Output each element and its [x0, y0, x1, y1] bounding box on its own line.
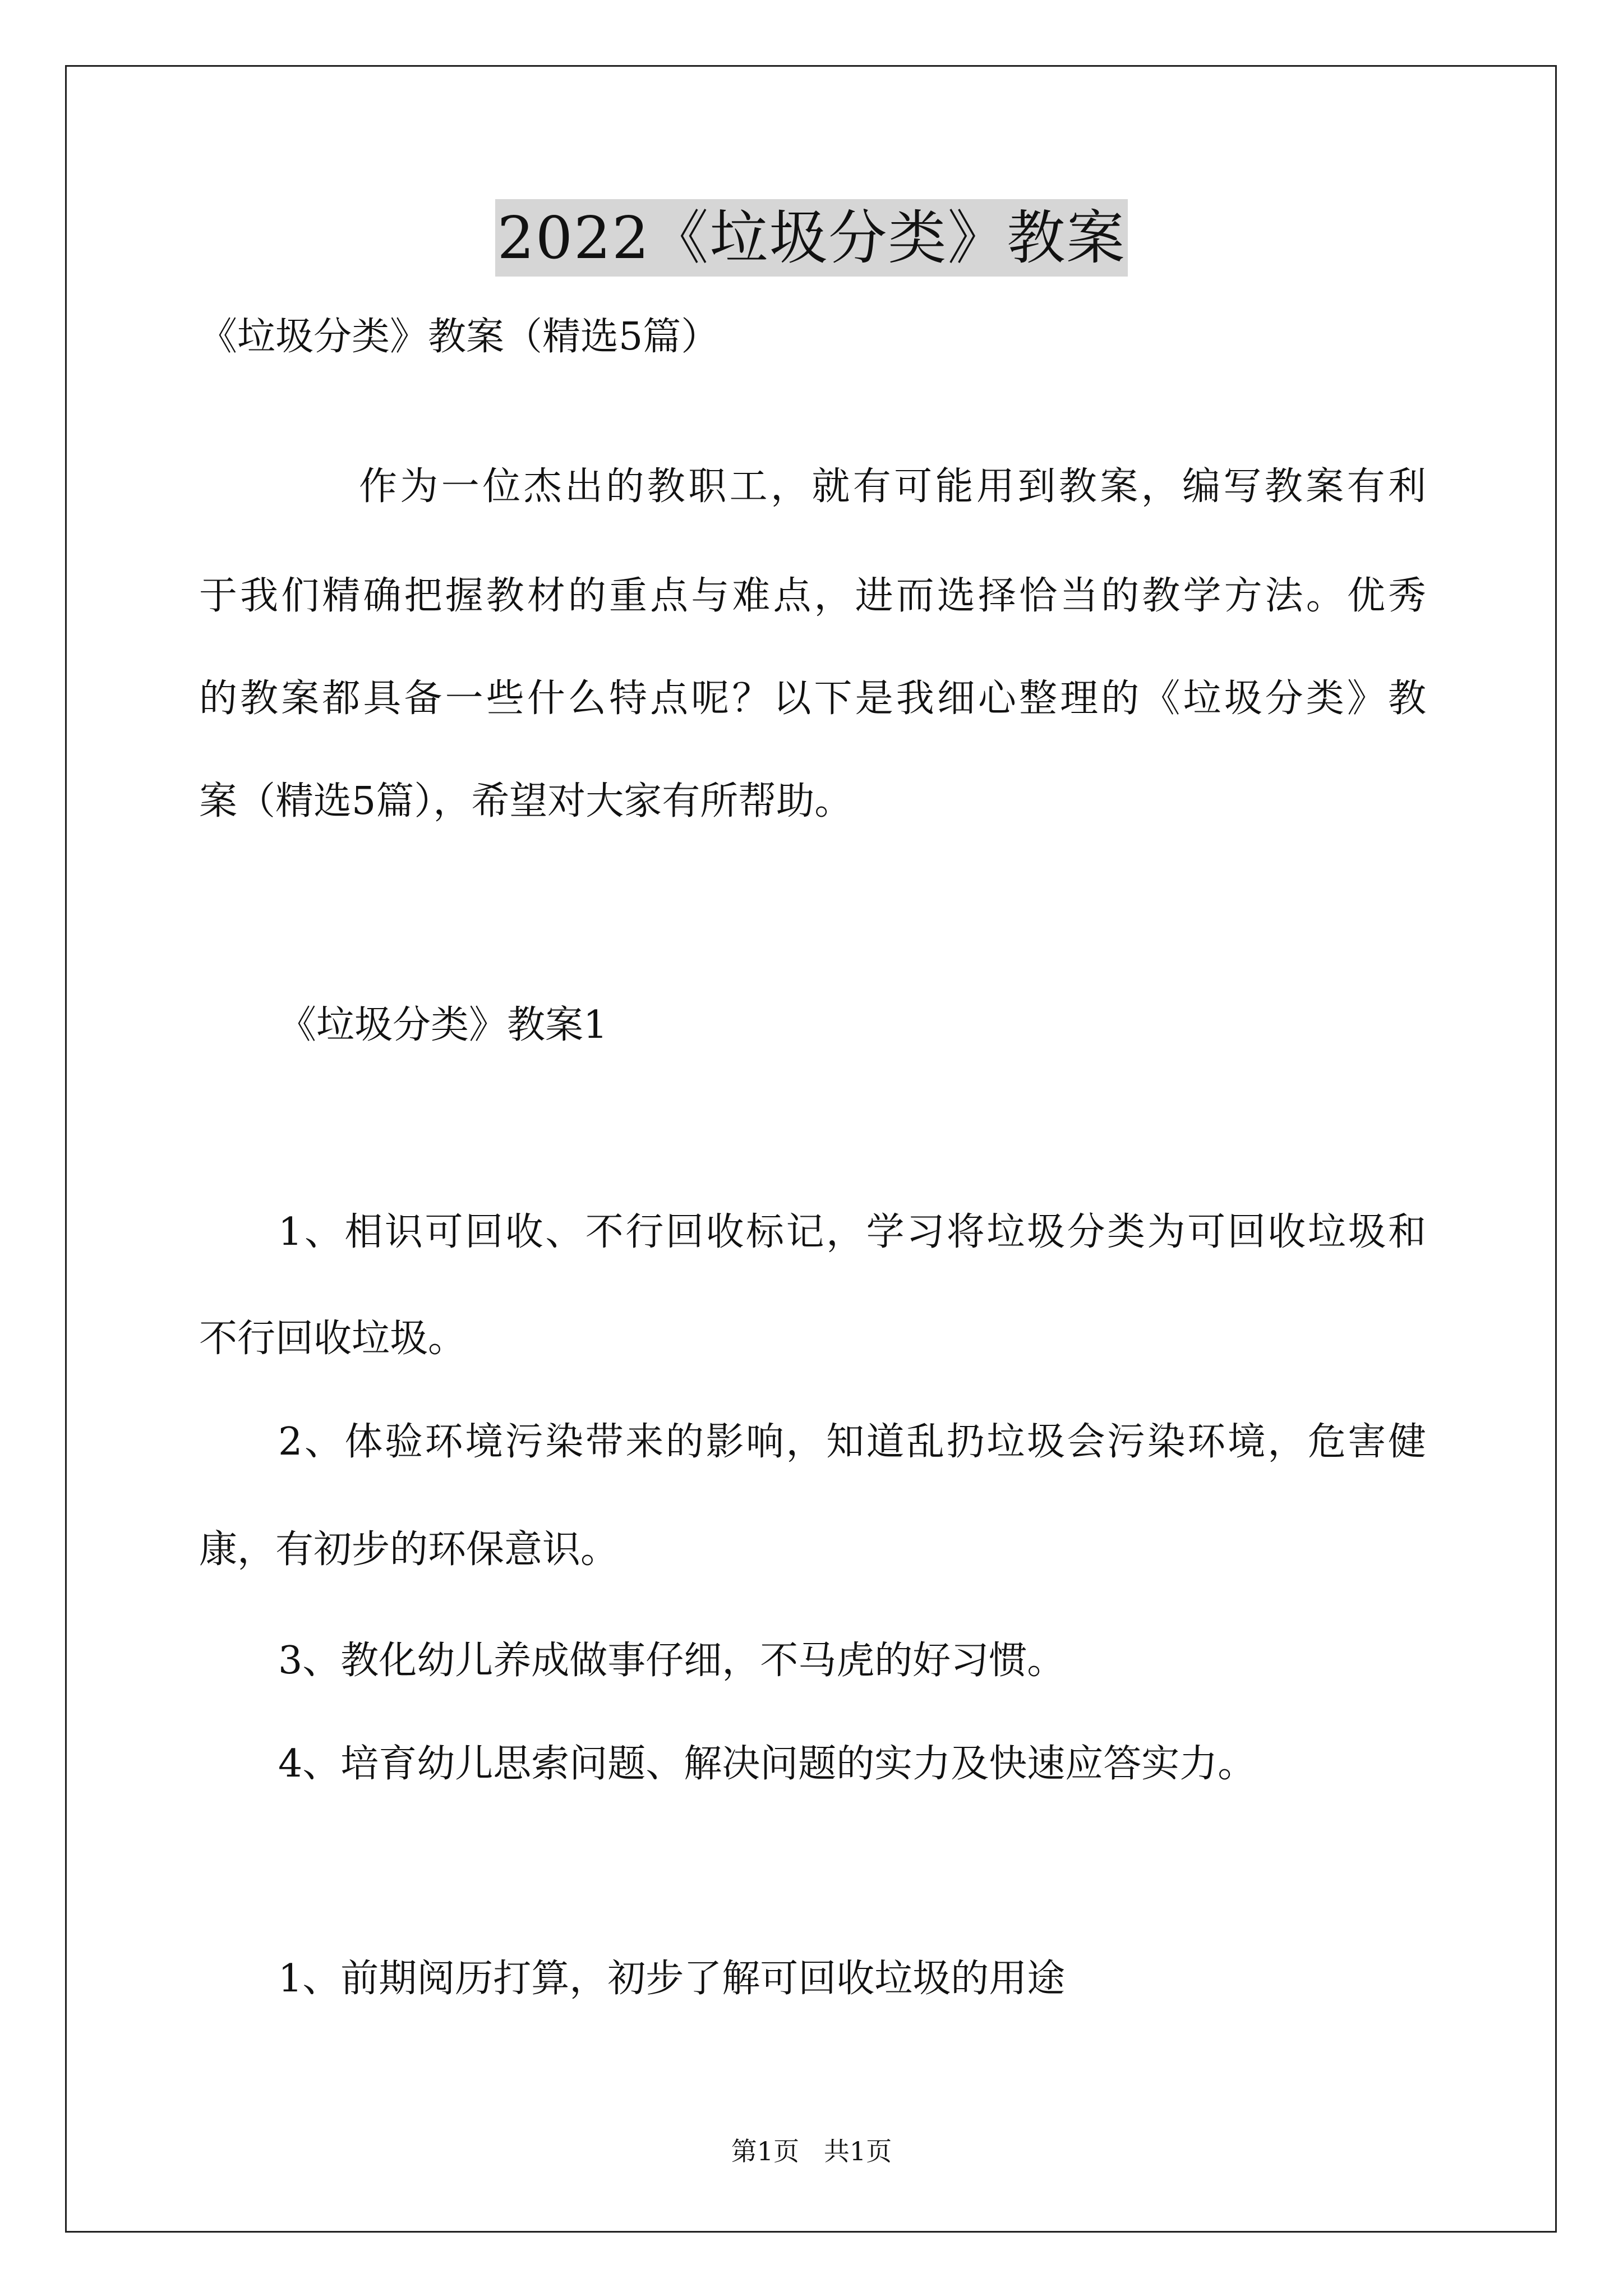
- section-heading: 《垃圾分类》教案1: [278, 1003, 608, 1047]
- goal-line-6: 4、培育幼儿思索问题、解决问题的实力及快速应答实力。: [278, 1742, 1256, 1786]
- goal-line-4: 康，有初步的环保意识。: [199, 1527, 619, 1572]
- goal-line-3: 2、体验环境污染带来的影响，知道乱扔垃圾会污染环境，危害健: [278, 1420, 1426, 1464]
- intro-line-2: 于我们精确把握教材的重点与难点，进而选择恰当的教学方法。优秀: [199, 574, 1426, 618]
- title-container: [0, 199, 1623, 277]
- goal-line-1: 1、相识可回收、不行回收标记，学习将垃圾分类为可回收垃圾和: [278, 1210, 1426, 1254]
- goal-line-5: 3、教化幼儿养成做事仔细，不马虎的好习惯。: [278, 1639, 1066, 1683]
- prep-line-1: 1、前期阅历打算，初步了解可回收垃圾的用途: [278, 1957, 1066, 2001]
- goal-line-2: 不行回收垃圾。: [199, 1317, 467, 1361]
- intro-line-1: 作为一位杰出的教职工，就有可能用到教案，编写教案有利: [359, 464, 1426, 509]
- document-title: 2022《垃圾分类》教案: [495, 199, 1128, 277]
- document-subtitle: 《垃圾分类》教案（精选5篇）: [199, 315, 720, 359]
- intro-line-3: 的教案都具备一些什么特点呢？以下是我细心整理的《垃圾分类》教: [199, 677, 1426, 721]
- page-footer: 第1页 共1页: [731, 2136, 892, 2166]
- intro-line-4: 案（精选5篇），希望对大家有所帮助。: [199, 779, 853, 823]
- page-border: [65, 65, 1557, 2233]
